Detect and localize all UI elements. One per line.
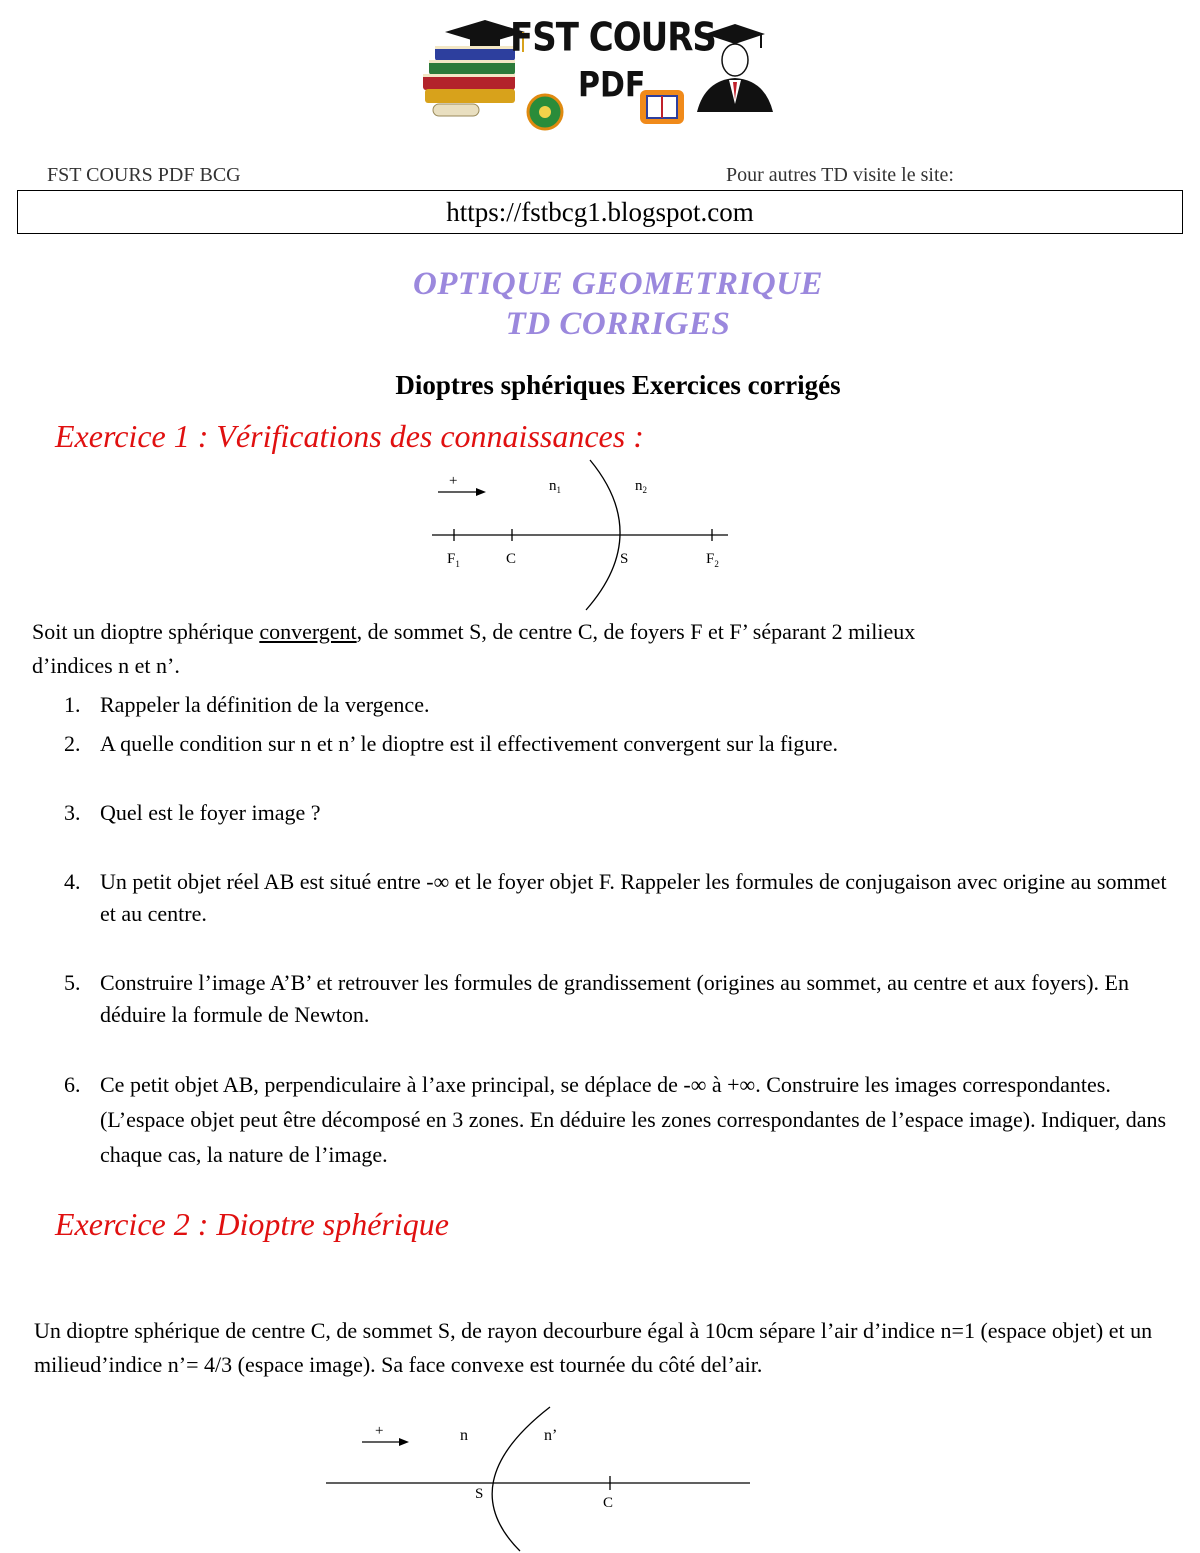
label-n-prime: n’ (544, 1427, 558, 1444)
underlined-word: convergent (259, 619, 357, 644)
exercise2-title: Exercice 2 : Dioptre sphérique (55, 1206, 449, 1242)
arrow-head-icon (476, 488, 486, 496)
header-right: Pour autres TD visite le site: (726, 164, 954, 186)
logo-text-line1: FST COURS (510, 15, 716, 61)
plus-sign: + (449, 473, 458, 489)
site-url-box (17, 190, 1183, 234)
exercise2-diagram (320, 1405, 760, 1553)
open-book-icon (640, 90, 684, 124)
label-s: S (620, 551, 629, 567)
exercise1-intro: Soit un dioptre sphérique convergent, de sommet S, de centre C, de foyers F et F’ séparant 2 milieux d’indices n et n’. (32, 619, 916, 678)
diploma-icon (433, 104, 479, 116)
exercise1-diagram (420, 455, 740, 615)
label-f2: $F_2$ (706, 551, 719, 569)
label-n2: $n_2$ (635, 478, 647, 495)
label-c: C (506, 551, 517, 567)
label-f1: $F_1$ (447, 551, 460, 569)
label-c: C (603, 1495, 614, 1511)
site-url-link[interactable]: https://fstbcg1.blogspot.com (446, 197, 754, 227)
arrow-head-icon (399, 1438, 409, 1446)
subtitle: Dioptres sphériques Exercices corrigés (395, 370, 841, 400)
exercise2-intro: Un dioptre sphérique de centre C, de sommet S, de rayon decourbure égal à 10cm sépare l’air d’indice n=1 (espace objet) et un milieud’indice n’= 4/3 (espace image). Sa face convexe est tournée du côté del’air. (34, 1318, 1153, 1377)
main-title-line2: TD CORRIGES (505, 306, 731, 342)
dioptre-surface (492, 1407, 550, 1551)
header-left: FST COURS PDF BCG (47, 164, 241, 186)
plus-sign: + (375, 1423, 384, 1439)
main-title-line1: OPTIQUE GEOMETRIQUE (412, 266, 824, 302)
label-s: S (475, 1486, 484, 1502)
label-n: n (460, 1427, 468, 1444)
label-n1: $n_1$ (549, 478, 561, 495)
logo-text-line2: PDF (578, 65, 646, 106)
exercise1-title: Exercice 1 : Vérifications des connaissances : (55, 418, 644, 454)
